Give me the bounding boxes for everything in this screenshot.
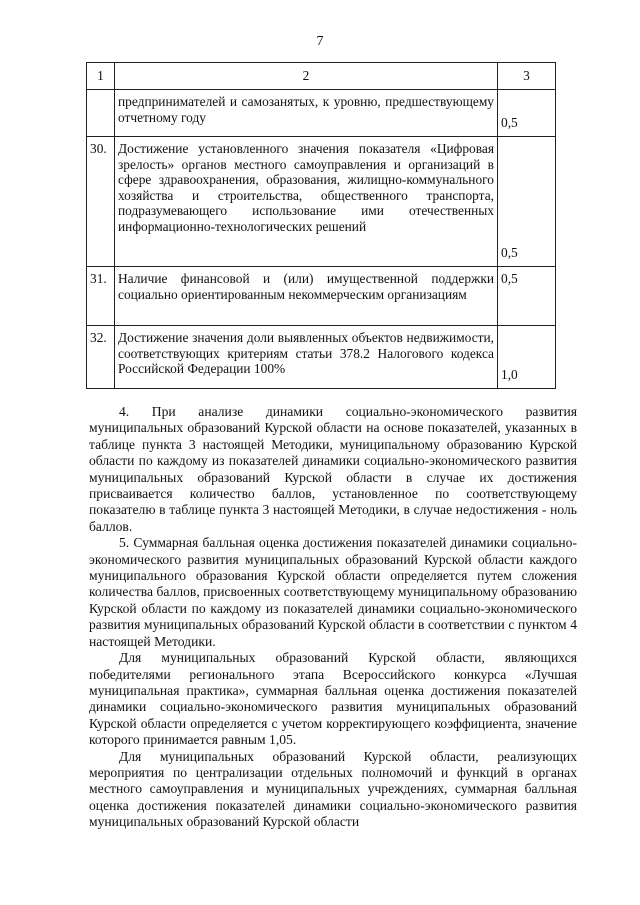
row-score: 1,0 (498, 326, 556, 389)
paragraph: Для муниципальных образований Курской области, являющихся победителями регионального этапа Всероссийского конкурса «Лучшая муниципальная практика», суммарная балльная оценка достижения показателей динамики социально-экономического развития муниципальных образований Курской области определяется с учетом корректирующего коэффициента, значение которого принимается равным 1,05. (89, 650, 577, 748)
row-criterion: предпринимателей и самозанятых, к уровню, предшествующему отчетному году (115, 90, 498, 137)
table-header-row (87, 63, 556, 90)
row-criterion: Наличие финансовой и (или) имущественной поддержки социально ориентированным некоммерческим организациям (115, 267, 498, 326)
criteria-table (86, 62, 556, 389)
row-score: 0,5 (498, 137, 556, 267)
table-row (87, 137, 556, 267)
paragraph: 4. При анализе динамики социально-экономического развития муниципальных образований Курской области на основе показателей, указанных в таблице пункта 3 настоящей Методики, муниципальному образованию Курской области по каждому из показателей динамики социально-экономического развития муниципальных образований Курской области в случае их достижения присваивается количество баллов, установленное по соответствующему показателю в таблице пункта 3 настоящей Методики, в случае недостижения - ноль баллов. (89, 404, 577, 534)
paragraph: 5. Суммарная балльная оценка достижения показателей динамики социально-экономического развития муниципальных образований Курской области каждого муниципального образования Курской области определяется путем сложения количества баллов, присвоенных соответствующему муниципальному образованию Курской области по каждому из показателей динамики социально-экономического развития муниципальных образований Курской области в соответствии с пунктом 4 настоящей Методики. (89, 535, 577, 649)
row-number: 30. (87, 137, 115, 267)
row-number (87, 90, 115, 137)
table-header-cell: 1 (87, 63, 115, 90)
table-header-cell: 2 (115, 63, 498, 90)
row-criterion: Достижение установленного значения показателя «Цифровая зрелость» органов местного самоуправления и организаций в сфере здравоохранения, образования, жилищно-коммунального хозяйства и строительства, общественного транспорта, подразумевающего использование ими отечественных информационно-технологических решений (115, 137, 498, 267)
paragraph: Для муниципальных образований Курской области, реализующих мероприятия по централизации отдельных полномочий и функций в органах местного самоуправления и муниципальных учреждениях, суммарная балльная оценка достижения показателей динамики социально-экономического развития муниципальных образований Курской области (89, 748, 577, 830)
table-header-cell: 3 (498, 63, 556, 90)
row-number: 32. (87, 326, 115, 389)
table-row (87, 90, 556, 137)
body-text (89, 404, 577, 831)
table-row (87, 267, 556, 326)
table-row (87, 326, 556, 389)
page-number: 7 (316, 34, 324, 49)
row-number: 31. (87, 267, 115, 326)
row-score: 0,5 (498, 267, 556, 326)
row-score: 0,5 (498, 90, 556, 137)
row-criterion: Достижение значения доли выявленных объектов недвижимости, соответствующих критериям статьи 378.2 Налогового кодекса Российской Федерации 100% (115, 326, 498, 389)
